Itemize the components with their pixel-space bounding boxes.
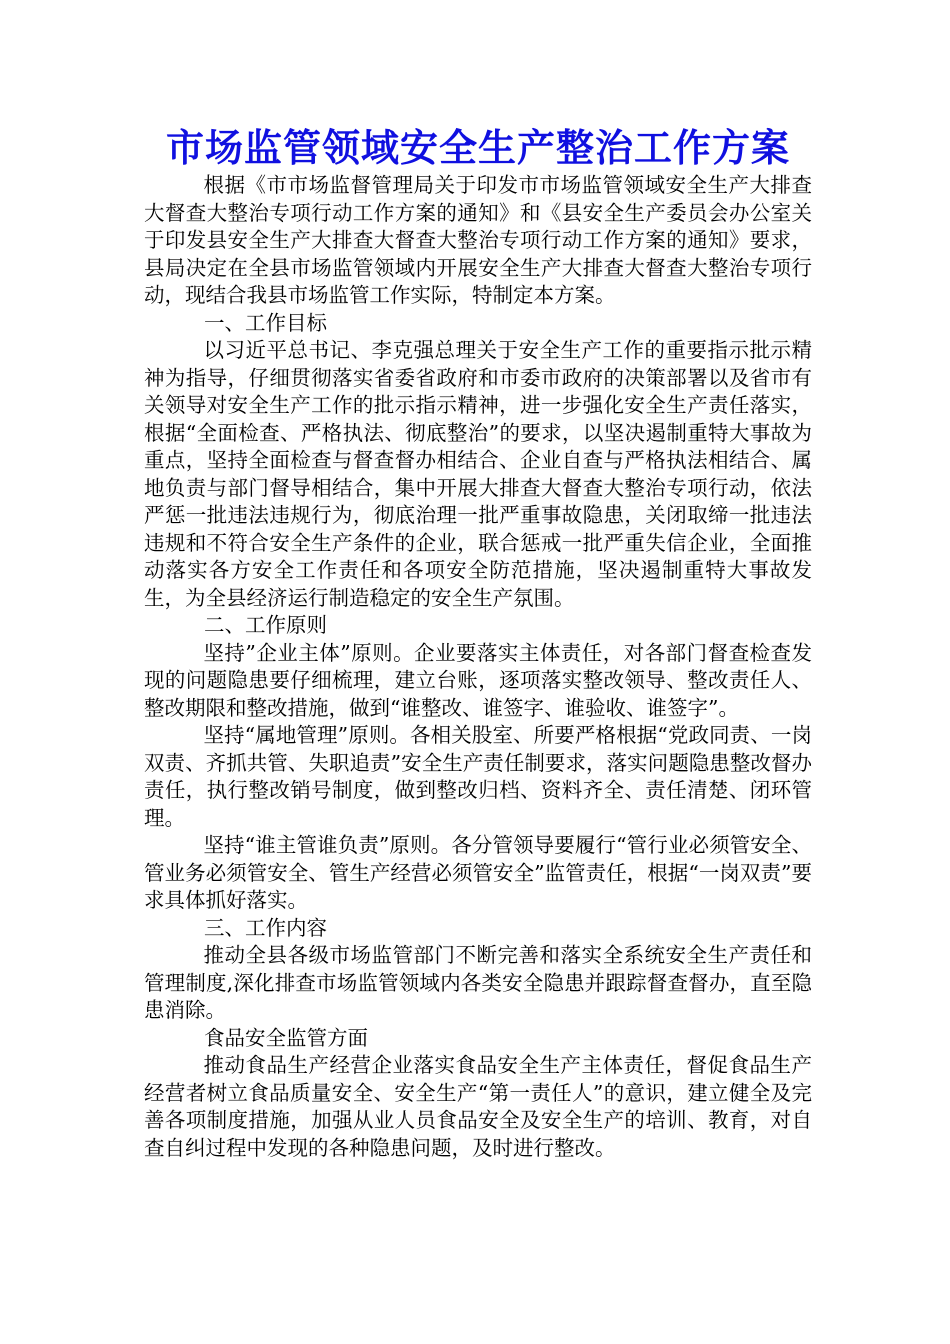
section-heading-goals: 一、工作目标 — [204, 310, 327, 335]
principle-responsibility-paragraph: 坚持“谁主管谁负责”原则。各分管领导要履行“管行业必须管安全、管业务必须管安全、管生产经营必须管安全”监管责任，根据“一岗双责”要求具体抓好落实。 — [144, 833, 812, 912]
goals-paragraph: 以习近平总书记、李克强总理关于安全生产工作的重要指示批示精神为指导，仔细贯彻落实省委省政府和市委市政府的决策部署以及省市有关领导对安全生产工作的批示指示精神，进一步强化安全生产责任落实，根据“全面检查、严格执法、彻底整治”的要求，以坚决遏制重特大事故为重点，坚持全面检查与督查督办相结合、企业自查与严格执法相结合、属地负责与部门督导相结合，集中开展大排查大督查大整治专项行动，依法严惩一批违法违规行为，彻底治理一批严重事故隐患，关闭取缔一批违法违规和不符合安全生产条件的企业，联合惩戒一批严重失信企业，全面推动落实各方安全工作责任和各项安全防范措施，坚决遏制重特大事故发生，为全县经济运行制造稳定的安全生产氛围。 — [144, 338, 812, 610]
principle-enterprise-paragraph: 坚持”企业主体”原则。企业要落实主体责任，对各部门督查检查发现的问题隐患要仔细梳理，建立台账，逐项落实整改领导、整改责任人、整改期限和整改措施，做到“谁整改、谁签字、谁验收、谁签字”。 — [144, 640, 812, 720]
principle-territorial-paragraph: 坚持“属地管理”原则。各相关股室、所要严格根据“党政同责、一岗双责、齐抓共管、失职追责”安全生产责任制要求，落实问题隐患整改督办责任，执行整改销号制度，做到整改归档、资料齐全、责任清楚、闭环管理。 — [144, 723, 812, 830]
intro-paragraph: 根据《市市场监督管理局关于印发市市场监管领域安全生产大排查大督查大整治专项行动工作方案的通知》和《县安全生产委员会办公室关于印发县安全生产大排查大督查大整治专项行动工作方案的通知》要求，县局决定在全县市场监管领域内开展安全生产大排查大督查大整治专项行动，现结合我县市场监管工作实际，特制定本方案。 — [144, 173, 812, 307]
section-heading-content: 三、工作内容 — [204, 915, 327, 940]
food-safety-paragraph: 推动食品生产经营企业落实食品安全生产主体责任，督促食品生产经营者树立食品质量安全、安全生产“第一责任人”的意识，建立健全及完善各项制度措施，加强从业人员食品安全及安全生产的培训、教育，对自查自纠过程中发现的各种隐患问题，及时进行整改。 — [144, 1053, 812, 1160]
document-title: 市场监管领域安全生产整治工作方案 — [165, 126, 790, 170]
content-paragraph: 推动全县各级市场监管部门不断完善和落实全系统安全生产责任和管理制度,深化排查市场监管领域内各类安全隐患并跟踪督查督办，直至隐患消除。 — [144, 943, 812, 1022]
section-heading-principles: 二、工作原则 — [204, 613, 327, 637]
document-body — [144, 124, 812, 1162]
subsection-heading-food-safety: 食品安全监管方面 — [204, 1025, 368, 1050]
